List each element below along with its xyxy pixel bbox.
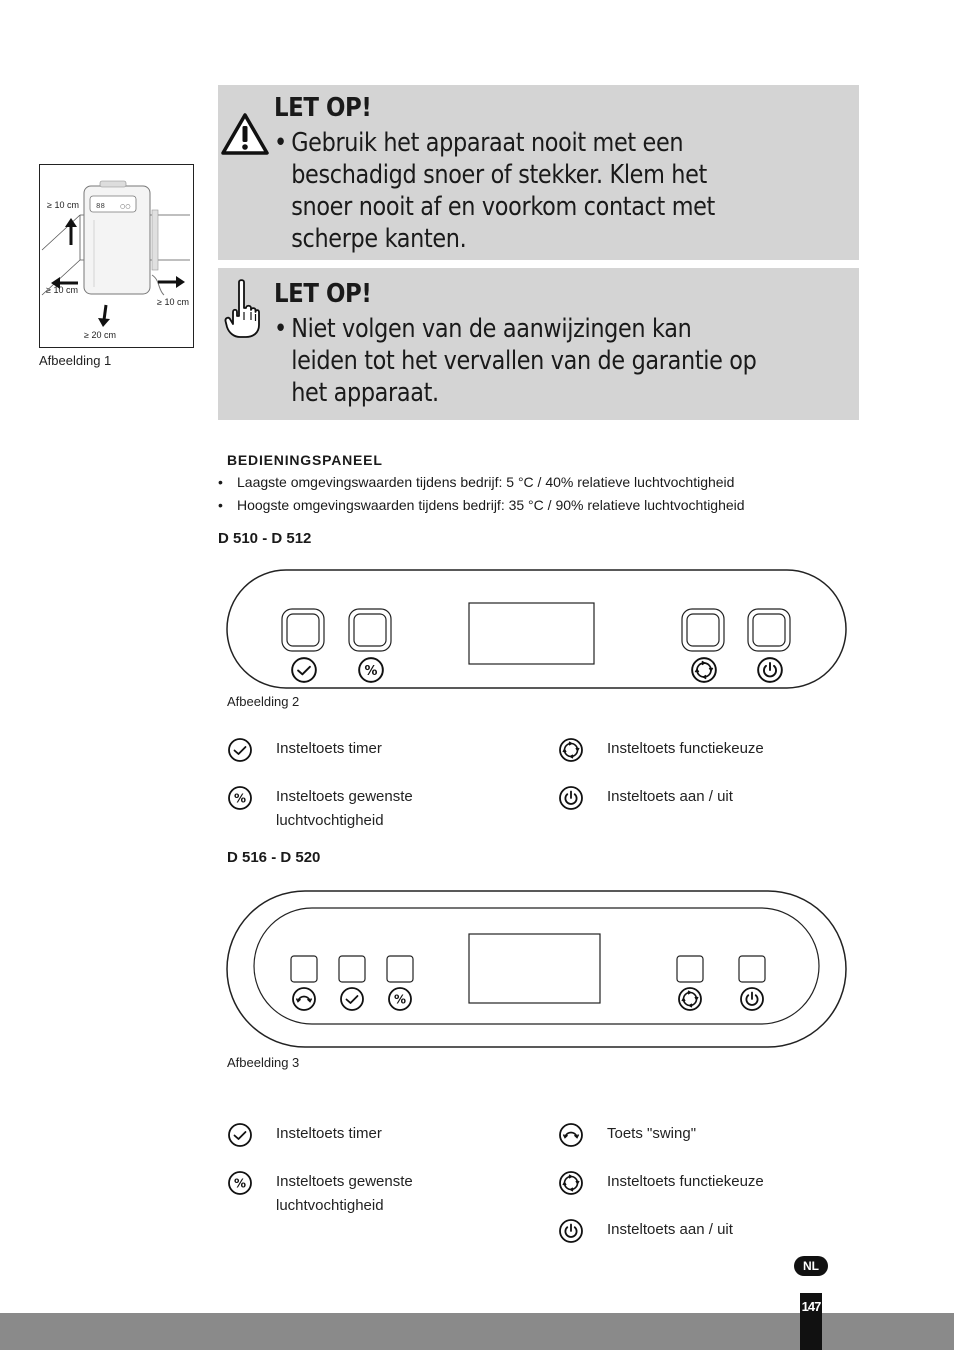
- swing-icon: [558, 1122, 584, 1148]
- humidity-icon: [227, 1170, 253, 1196]
- timer-button[interactable]: [282, 609, 324, 651]
- timer-icon: [227, 1122, 253, 1148]
- figure-1-caption: Afbeelding 1: [39, 353, 112, 368]
- power-button[interactable]: [748, 609, 790, 651]
- figure-3-caption: Afbeelding 3: [227, 1055, 300, 1070]
- warning-text: [274, 127, 833, 255]
- mode-icon: [558, 737, 584, 763]
- power-button[interactable]: [739, 956, 765, 982]
- legend-humidity-line-2: luchtvochtigheid: [276, 1197, 384, 1214]
- spec-text: Hoogste omgevingswaarden tijdens bedrijf: 35 °C / 90% relatieve luchtvochtigheid: [237, 497, 745, 513]
- bullet: •: [274, 314, 287, 344]
- legend-mode: Insteltoets functiekeuze: [607, 1173, 764, 1190]
- figure-2-caption: Afbeelding 2: [227, 694, 300, 709]
- mode-icon: [558, 1170, 584, 1196]
- bullet: •: [274, 128, 287, 158]
- legend-timer: Insteltoets timer: [276, 1125, 382, 1142]
- warning-line-3: snoer nooit af en voorkom contact met: [291, 192, 715, 222]
- warning-line-1: Gebruik het apparaat nooit met een: [291, 128, 684, 158]
- control-panel-2: [226, 890, 848, 1050]
- power-icon: [558, 785, 584, 811]
- svg-text:88: 88: [96, 202, 105, 210]
- warning-line-4: scherpe kanten.: [291, 224, 467, 254]
- warning-text: [274, 313, 833, 409]
- warning-title: LET OP!: [274, 93, 372, 123]
- spec-item-min: • Laagste omgevingswaarden tijdens bedrijf: 5 °C / 40% relatieve luchtvochtigheid: [218, 474, 735, 490]
- legend-humidity-line-1: Insteltoets gewenste: [276, 788, 413, 805]
- legend-power: Insteltoets aan / uit: [607, 1221, 733, 1238]
- section-heading: BEDIENINGSPANEEL: [227, 452, 383, 468]
- warning-line-2: leiden tot het vervallen van de garantie op: [291, 346, 757, 376]
- legend-humidity: [276, 785, 413, 833]
- power-icon: [558, 1218, 584, 1244]
- language-badge: NL: [794, 1256, 828, 1276]
- model-title-1: D 510 - D 512: [218, 530, 312, 547]
- clearance-label-right: ≥ 10 cm: [157, 297, 189, 307]
- spec-item-max: • Hoogste omgevingswaarden tijdens bedrijf: 35 °C / 90% relatieve luchtvochtigheid: [218, 497, 745, 513]
- clearance-label-left: ≥ 10 cm: [46, 285, 78, 295]
- model-title-2: D 516 - D 520: [227, 849, 321, 866]
- legend-power: Insteltoets aan / uit: [607, 788, 733, 805]
- svg-text:○○: ○○: [120, 203, 131, 210]
- warning-box-cord: [218, 85, 859, 260]
- control-panel-1: [226, 569, 848, 691]
- legend-humidity-line-2: luchtvochtigheid: [276, 812, 384, 829]
- legend-humidity-line-1: Insteltoets gewenste: [276, 1173, 413, 1190]
- warning-line-1: Niet volgen van de aanwijzingen kan: [291, 314, 692, 344]
- warning-line-3: het apparaat.: [291, 378, 439, 408]
- timer-button[interactable]: [339, 956, 365, 982]
- humidity-button[interactable]: [349, 609, 391, 651]
- pointing-hand-icon: [224, 278, 260, 340]
- legend-timer: Insteltoets timer: [276, 740, 382, 757]
- timer-icon: [227, 737, 253, 763]
- warning-box-warranty: [218, 268, 859, 420]
- legend-swing: Toets "swing": [607, 1125, 697, 1142]
- display-screen: [469, 603, 594, 664]
- clearance-label-bottom: ≥ 20 cm: [84, 330, 116, 340]
- warning-triangle-icon: [221, 113, 269, 155]
- clearance-label-top: ≥ 10 cm: [47, 200, 79, 210]
- mode-button[interactable]: [682, 609, 724, 651]
- legend-humidity: [276, 1170, 413, 1218]
- swing-button[interactable]: [291, 956, 317, 982]
- spec-text: Laagste omgevingswaarden tijdens bedrijf: 5 °C / 40% relatieve luchtvochtigheid: [237, 474, 735, 490]
- legend-mode: Insteltoets functiekeuze: [607, 740, 764, 757]
- display-screen: [469, 934, 600, 1003]
- humidity-icon: [227, 785, 253, 811]
- dehumidifier-clearance-illustration: [40, 165, 192, 346]
- figure-1-placement-diagram: [39, 164, 194, 348]
- mode-button[interactable]: [677, 956, 703, 982]
- warning-title: LET OP!: [274, 279, 372, 309]
- page-number: 147: [800, 1293, 822, 1350]
- warning-line-2: beschadigd snoer of stekker. Klem het: [291, 160, 707, 190]
- humidity-button[interactable]: [387, 956, 413, 982]
